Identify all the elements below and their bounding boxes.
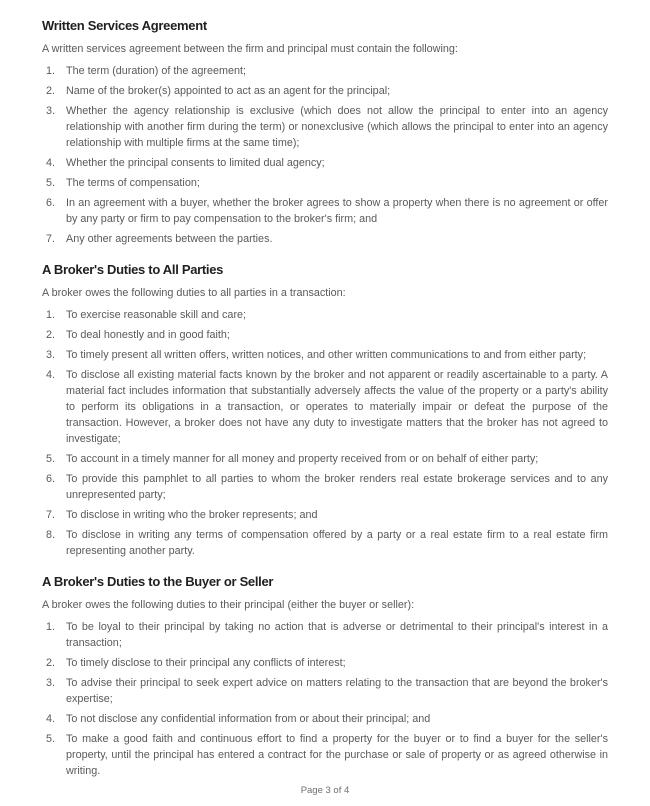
list-item-number: 7. xyxy=(46,233,56,245)
section-intro: A broker owes the following duties to all parties in a transaction: xyxy=(42,287,346,299)
list-item-number: 5. xyxy=(46,177,56,189)
list-item-text: To account in a timely manner for all money and property received from or on behalf of either party; xyxy=(66,453,539,465)
list-item-text: To make a good faith and continuous effort to find a property for the buyer or to find a buyer for the seller's property, until the principal has entered a contract for the purchase or sale of property or as agreed otherwise in writing. xyxy=(66,733,608,777)
list-item-number: 3. xyxy=(46,105,56,117)
list-item-text: To advise their principal to seek expert advice on matters relating to the transaction that are beyond the broker's expertise; xyxy=(66,677,608,705)
list-item-text: To disclose in writing who the broker represents; and xyxy=(66,509,318,521)
list-item-number: 2. xyxy=(46,85,56,97)
list-item-text: To not disclose any confidential information from or about their principal; and xyxy=(66,713,431,725)
list-item xyxy=(42,83,608,99)
section-numbered-list xyxy=(42,307,608,559)
section-heading: A Broker's Duties to the Buyer or Seller xyxy=(42,574,274,589)
list-item xyxy=(42,327,608,343)
list-item-text: Whether the principal consents to limited dual agency; xyxy=(66,157,325,169)
list-item xyxy=(42,307,608,323)
list-item xyxy=(42,451,608,467)
list-item xyxy=(42,175,608,191)
document-section xyxy=(42,17,608,247)
page-number-footer: Page 3 of 4 xyxy=(300,785,350,796)
section-heading: A Broker's Duties to All Parties xyxy=(42,262,224,277)
list-item xyxy=(42,195,608,227)
list-item xyxy=(42,527,608,559)
list-item-text: To deal honestly and in good faith; xyxy=(66,329,230,341)
list-item-number: 7. xyxy=(46,509,56,521)
list-item xyxy=(42,103,608,151)
list-item xyxy=(42,471,608,503)
list-item-text: To disclose in writing any terms of compensation offered by a party or a real estate firm to a real estate firm representing another party. xyxy=(66,529,608,557)
list-item xyxy=(42,367,608,447)
list-item xyxy=(42,155,608,171)
list-item xyxy=(42,655,608,671)
list-item xyxy=(42,231,608,247)
list-item-text: Any other agreements between the parties. xyxy=(66,233,273,245)
list-item-number: 5. xyxy=(46,453,56,465)
list-item xyxy=(42,711,608,727)
list-item xyxy=(42,63,608,79)
list-item xyxy=(42,675,608,707)
list-item xyxy=(42,507,608,523)
list-item-number: 4. xyxy=(46,713,56,725)
list-item-text: To be loyal to their principal by taking no action that is adverse or detrimental to their principal's interest in a transaction; xyxy=(66,621,608,649)
section-intro: A broker owes the following duties to their principal (either the buyer or seller): xyxy=(42,599,415,611)
list-item-number: 4. xyxy=(46,369,56,381)
list-item-text: To provide this pamphlet to all parties to whom the broker renders real estate brokerage services and to any unrepresented party; xyxy=(66,473,608,501)
list-item xyxy=(42,619,608,651)
list-item-number: 1. xyxy=(46,65,56,77)
list-item-text: To exercise reasonable skill and care; xyxy=(66,309,247,321)
list-item-number: 2. xyxy=(46,657,56,669)
list-item-number: 5. xyxy=(46,733,56,745)
section-numbered-list xyxy=(42,63,608,247)
list-item xyxy=(42,731,608,779)
list-item-text: To timely present all written offers, written notices, and other written communications to and from either party; xyxy=(66,349,587,361)
list-item-number: 8. xyxy=(46,529,56,541)
section-numbered-list xyxy=(42,619,608,779)
list-item-text: In an agreement with a buyer, whether the broker agrees to show a property when there is no agreement or offer by any party or firm to pay compensation to the broker's firm; and xyxy=(66,197,608,225)
section-heading: Written Services Agreement xyxy=(42,18,207,33)
list-item-text: The terms of compensation; xyxy=(66,177,200,189)
list-item-number: 1. xyxy=(46,621,56,633)
list-item-number: 3. xyxy=(46,677,56,689)
document-sections xyxy=(42,17,608,783)
list-item-text: The term (duration) of the agreement; xyxy=(66,65,247,77)
list-item-number: 4. xyxy=(46,157,56,169)
list-item-number: 1. xyxy=(46,309,56,321)
document-section xyxy=(42,261,608,559)
list-item-number: 3. xyxy=(46,349,56,361)
list-item-number: 6. xyxy=(46,197,56,209)
list-item xyxy=(42,347,608,363)
section-intro: A written services agreement between the firm and principal must contain the following: xyxy=(42,43,458,55)
list-item-text: Whether the agency relationship is exclusive (which does not allow the principal to enter into an agency relationship with another firm during the term) or nonexclusive (which allows the principal to enter into an agency relationship with multiple firms at the same time); xyxy=(66,105,608,149)
list-item-text: To disclose all existing material facts known by the broker and not apparent or readily ascertainable to a party. A material fact includes information that substantially adversely affects the value of the property or a party's ability to perform its obligations in a transaction, or operates to materially impair or defeat the purpose of the transaction. However, a broker does not have any duty to investigate matters that the broker has not agreed to investigate; xyxy=(66,369,608,445)
list-item-text: Name of the broker(s) appointed to act as an agent for the principal; xyxy=(66,85,391,97)
list-item-number: 2. xyxy=(46,329,56,341)
document-section xyxy=(42,573,608,779)
list-item-text: To timely disclose to their principal any conflicts of interest; xyxy=(66,657,346,669)
list-item-number: 6. xyxy=(46,473,56,485)
